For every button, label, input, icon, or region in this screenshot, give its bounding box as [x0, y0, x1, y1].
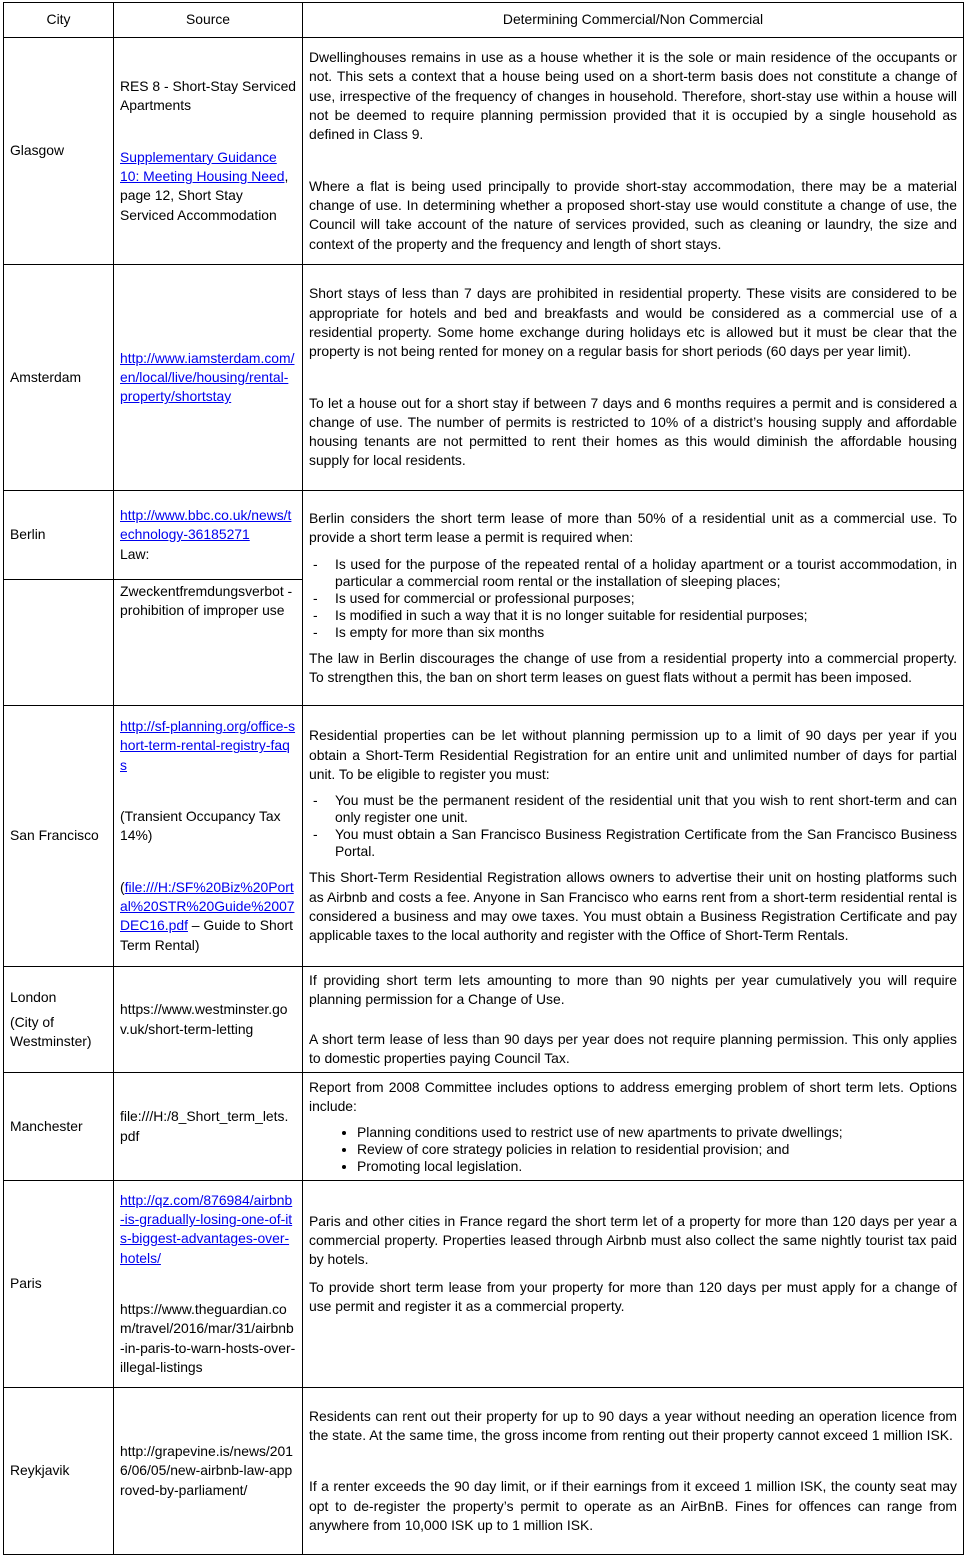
source-text: Law:	[120, 545, 150, 562]
source-text: file:///H:/8_Short_term_lets.pdf	[120, 1108, 289, 1144]
source-text: (	[120, 878, 125, 895]
source-text: http://grapevine.is/news/2016/06/05/new-airbnb-law-approved-by-parliament/	[120, 1443, 293, 1498]
detail-reykjavik	[303, 1388, 964, 1555]
source-link[interactable]: http://www.iamsterdam.com/en/local/live/housing/rental-property/shortstay	[120, 349, 295, 405]
source-link[interactable]: http://sf-planning.org/office-short-term-rental-registry-faqs	[120, 718, 296, 773]
city-text: (City of Westminster)	[10, 1013, 92, 1050]
source-glasgow	[114, 38, 303, 265]
source-text	[120, 878, 296, 955]
source-paris	[114, 1181, 303, 1388]
city-glasgow: Glasgow	[4, 38, 114, 265]
detail-paragraph: Dwellinghouses remains in use as a house whether it is the sole or main residence of the occupants or not. This sets a context that a house being used on a short-term basis does not constitute a change of use, irrespective of the frequency of changes in household. Therefore, short-stay use within a house will not be deemed to require planning permission provided that it is occupied by a single household as defined in Class 9.	[309, 49, 957, 143]
source-manchester	[114, 1073, 303, 1181]
source-text: (Transient Occupancy Tax 14%)	[120, 808, 281, 844]
detail-paragraph: Short stays of less than 7 days are prohibited in residential property. These visits are considered to be appropriate for hotels and bed and breakfasts and would be considered as a commercial use of a residential property. Some home exchange during holidays etc is allowed but it must be clear that the property is not being rented for money on a regular basis for short periods (60 days per year limit).	[309, 285, 957, 360]
detail-paragraph: The law in Berlin discourages the change of use from a residential property into a commercial property. To strengthen this, the ban on short term leases on guest flats without a permit has been imposed.	[309, 649, 957, 685]
source-reykjavik	[114, 1388, 303, 1555]
row-amsterdam	[4, 265, 964, 491]
city-amsterdam: Amsterdam	[4, 265, 114, 491]
source-text: RES 8 - Short-Stay Serviced Apartments	[120, 78, 297, 114]
detail-glasgow	[303, 38, 964, 265]
source-text: Zweckentfremdungsverbot - prohibition of improper use	[120, 583, 293, 619]
detail-paris	[303, 1181, 964, 1388]
row-glasgow	[4, 38, 964, 265]
source-text	[120, 148, 296, 225]
list-item: - Is empty for more than six months	[335, 624, 957, 641]
detail-manchester	[303, 1073, 964, 1181]
detail-san-francisco	[303, 706, 964, 967]
source-text: , page 12, Short Stay Serviced Accommodation	[120, 168, 289, 223]
source-link[interactable]: file:///H:/SF%20Biz%20Portal%20STR%20Guide%2007DEC16.pdf	[120, 878, 295, 934]
source-text: – Guide to Short Term Rental)	[120, 917, 293, 953]
manchester-list	[309, 1124, 957, 1175]
berlin-list	[309, 556, 957, 641]
detail-paragraph: Where a flat is being used principally to provide short-stay accommodation, there may be a material change of use. In determining whether a proposed short-stay use would constitute a change of use, the Council will take account of the nature of services provided, such as cleaning or laundry, the size and context of the property and the frequency and length of short stays.	[309, 177, 957, 252]
city-manchester: Manchester	[4, 1073, 114, 1181]
row-manchester	[4, 1073, 964, 1181]
detail-paragraph: Report from 2008 Committee includes options to address emerging problem of short term lets. Options include:	[309, 1078, 957, 1114]
city-london	[4, 967, 114, 1073]
source-berlin-law	[114, 580, 303, 706]
source-link[interactable]: Supplementary Guidance 10: Meeting Housing Need	[120, 148, 285, 184]
city-san-francisco: San Francisco	[4, 706, 114, 967]
list-item: - Is used for commercial or professional purposes;	[335, 590, 957, 607]
list-item: - You must obtain a San Francisco Business Registration Certificate from the San Francisco Business Portal.	[335, 826, 957, 860]
detail-paragraph: This Short-Term Residential Registration allows owners to advertise their unit on hosting platforms such as Airbnb and costs a fee. Anyone in San Francisco who earns rent from a short-term residential rental is considered a business and may owe taxes. You must obtain a Business Registration Certificate and pay applicable taxes to the local authority and register with the Office of Short-Term Rentals.	[309, 869, 957, 944]
detail-paragraph: If a renter exceeds the 90 day limit, or if their earnings from it exceed 1 million ISK, the county seat may opt to de-register the property’s permit to operate as an AirBnB. Fines for offences can range from anywhere from 10,000 ISK up to 1 million ISK.	[309, 1478, 957, 1533]
detail-paragraph: To provide short term lease from your property for more than 120 days per must apply for a change of use permit and register it as a commercial property.	[309, 1278, 957, 1314]
row-san-francisco	[4, 706, 964, 967]
detail-amsterdam	[303, 265, 964, 491]
detail-paragraph: If providing short term lets amounting to more than 90 nights per year cumulatively you will require planning permission for a Change of Use.	[309, 971, 957, 1008]
detail-london	[303, 967, 964, 1073]
detail-paragraph: A short term lease of less than 90 days per year does not require planning permission. This only applies to domestic properties paying Council Tax.	[309, 1030, 957, 1066]
source-link[interactable]: http://www.bbc.co.uk/news/technology-36185271	[120, 507, 292, 543]
short-term-lets-table	[3, 2, 964, 1555]
city-berlin: Berlin	[4, 491, 114, 580]
city-paris: Paris	[4, 1181, 114, 1388]
detail-paragraph: Paris and other cities in France regard the short term let of a property for more than 120 days per year a commercial property. Properties leased through Airbnb must also collect the same nightly tourist tax paid by hotels.	[309, 1212, 957, 1268]
list-item: • Promoting local legislation.	[357, 1158, 957, 1175]
header-city: City	[4, 3, 114, 38]
list-item: - Is modified in such a way that it is no longer suitable for residential purposes;	[335, 607, 957, 624]
row-london	[4, 967, 964, 1073]
list-item: • Planning conditions used to restrict use of new apartments to private dwellings;	[357, 1124, 957, 1141]
detail-paragraph: Residential properties can be let without planning permission up to a limit of 90 days per year if you obtain a Short-Term Residential Registration for an entire unit and unlimited number of days for partial unit. To be eligible to register you must:	[309, 727, 957, 783]
source-amsterdam	[114, 265, 303, 491]
header-row	[4, 3, 964, 38]
city-text: London	[10, 988, 57, 1005]
list-item: - Is used for the purpose of the repeated rental of a holiday apartment or a tourist accommodation, in particular a commercial room rental or the installation of sleeping places;	[335, 556, 957, 590]
source-san-francisco	[114, 706, 303, 967]
sf-list	[309, 792, 957, 860]
row-paris	[4, 1181, 964, 1388]
detail-paragraph: Residents can rent out their property for up to 90 days a year without needing an operation licence from the state. At the same time, the gross income from renting out their property cannot exceed 1 million ISK.	[309, 1407, 957, 1444]
detail-paragraph: Berlin considers the short term lease of more than 50% of a residential unit as a commercial use. To provide a short term lease a permit is required when:	[309, 509, 957, 546]
source-text: https://www.westminster.gov.uk/short-term-letting	[120, 1001, 288, 1037]
source-link[interactable]: http://qz.com/876984/airbnb-is-gradually-losing-one-of-its-biggest-advantages-over-hotels/	[120, 1191, 293, 1266]
city-reykjavik: Reykjavik	[4, 1388, 114, 1555]
city-empty	[4, 580, 114, 706]
list-item: • Review of core strategy policies in relation to residential provision; and	[357, 1141, 957, 1158]
source-text: https://www.theguardian.com/travel/2016/mar/31/airbnb-in-paris-to-warn-hosts-over-illegal-listings	[120, 1301, 296, 1375]
header-determining: Determining Commercial/Non Commercial	[303, 3, 964, 38]
list-item: - You must be the permanent resident of the residential unit that you wish to rent short-term and can only register one unit.	[335, 792, 957, 826]
detail-paragraph: To let a house out for a short stay if between 7 days and 6 months requires a permit and is considered a change of use. The number of permits is restricted to 10% of a district’s housing supply and affordable housing tenants are not permitted to rent their homes as this would diminish the affordable housing supply for local residents.	[309, 394, 957, 469]
row-berlin	[4, 491, 964, 580]
source-berlin	[114, 491, 303, 580]
source-london	[114, 967, 303, 1073]
row-reykjavik	[4, 1388, 964, 1555]
detail-berlin	[303, 491, 964, 706]
header-source: Source	[114, 3, 303, 38]
